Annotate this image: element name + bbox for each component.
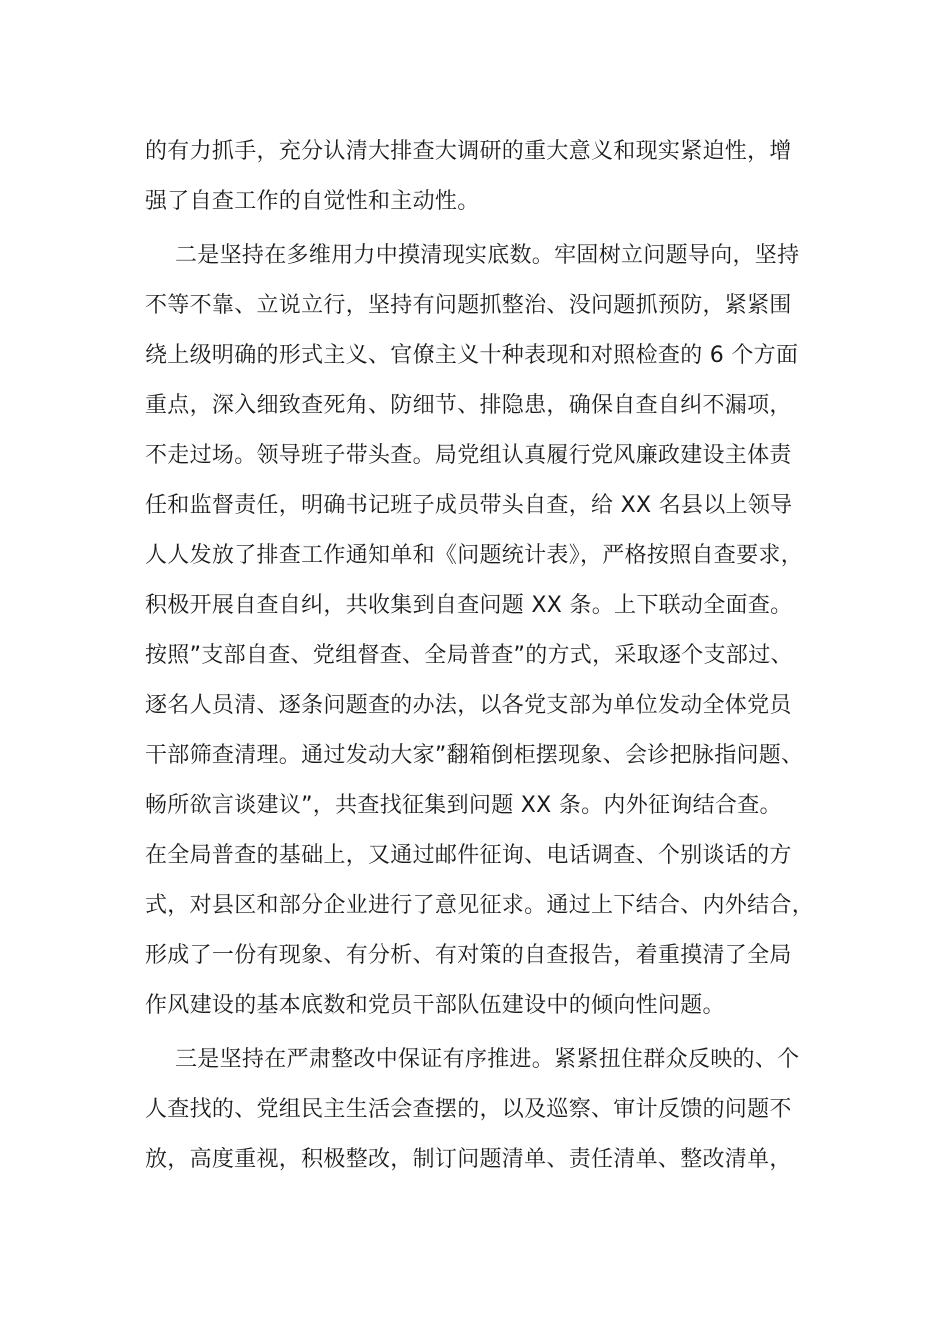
text-line: 任和监督责任，明确书记班子成员带头自查，给 XX 名县以上领导	[145, 493, 793, 518]
text-line: 强了自查工作的自觉性和主动性。	[145, 189, 480, 214]
text-line: 畅所欲言谈建议”，共查找征集到问题 XX 条。内外征询结合查。	[145, 793, 782, 818]
paragraph-start-line: 二是坚持在多维用力中摸清现实底数。牢固树立问题导向，坚持	[175, 243, 800, 268]
text-line: 不等不靠、立说立行，坚持有问题抓整治、没问题抓预防，紧紧围	[145, 293, 792, 318]
text-line: 逐名人员清、逐条问题查的办法，以各党支部为单位发动全体党员	[145, 693, 792, 718]
text-line: 放，高度重视，积极整改，制订问题清单、责任清单、整改清单，	[145, 1147, 792, 1172]
text-line: 人人发放了排查工作通知单和《问题统计表》，严格按照自查要求，	[145, 543, 804, 568]
text-line: 积极开展自查自纠，共收集到自查问题 XX 条。上下联动全面查。	[145, 593, 793, 618]
text-line: 人查找的、党组民主生活会查摆的，以及巡察、审计反馈的问题不	[145, 1097, 792, 1122]
text-line: 干部筛查清理。通过发动大家”翻箱倒柜摆现象、会诊把脉指问题、	[145, 743, 804, 768]
paragraph-start-line: 三是坚持在严肃整改中保证有序推进。紧紧扭住群众反映的、个	[175, 1047, 800, 1072]
text-line: 形成了一份有现象、有分析、有对策的自查报告，着重摸清了全局	[145, 943, 792, 968]
text-line: 按照”支部自查、党组督查、全局普查”的方式，采取逐个支部过、	[145, 643, 793, 668]
text-line: 重点，深入细致查死角、防细节、排隐患，确保自查自纠不漏项，	[145, 393, 792, 418]
text-line: 的有力抓手，充分认清大排查大调研的重大意义和现实紧迫性，增	[145, 139, 792, 164]
text-line: 式，对县区和部分企业进行了意见征求。通过上下结合、内外结合，	[145, 893, 815, 918]
text-line: 不走过场。领导班子带头查。局党组认真履行党风廉政建设主体责	[145, 443, 792, 468]
text-line: 绕上级明确的形式主义、官僚主义十种表现和对照检查的 6 个方面	[145, 343, 799, 368]
text-line: 在全局普查的基础上，又通过邮件征询、电话调查、个别谈话的方	[145, 843, 792, 868]
text-line: 作风建设的基本底数和党员干部队伍建设中的倾向性问题。	[145, 993, 725, 1018]
